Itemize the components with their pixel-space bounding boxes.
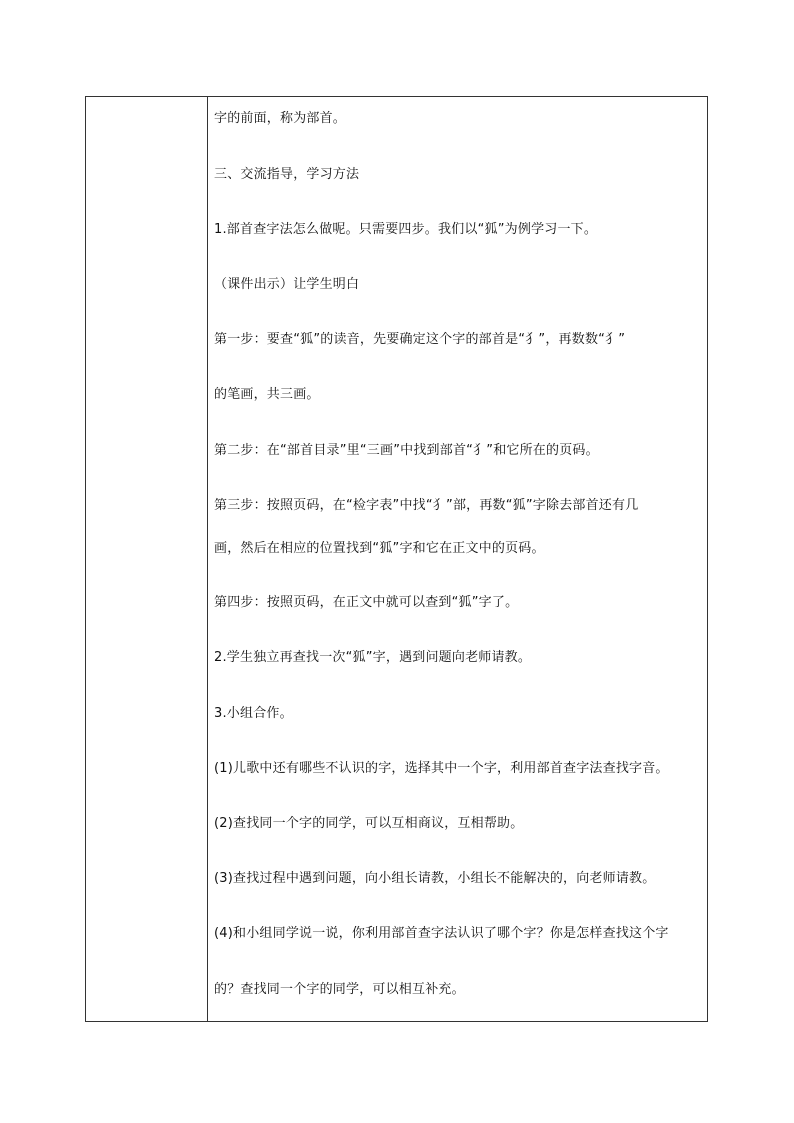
lesson-table: [85, 96, 708, 1022]
step-four-line: 第四步：按照页码，在正文中就可以查到“狐”字了。: [214, 595, 519, 610]
section-heading: 三、交流指导，学习方法: [214, 167, 360, 182]
step-two-line: 第二步：在“部首目录”里“三画”中找到部首“犭”和它所在的页码。: [214, 443, 599, 458]
list-item: (4)和小组同学说一说，你利用部首查字法认识了哪个字？你是怎样查找这个字: [214, 926, 669, 941]
step-three-line: 第三步：按照页码，在“检字表”中找“犭”部，再数“狐”字除去部首还有几: [214, 498, 639, 513]
list-item: (1)儿歌中还有哪些不认识的字，选择其中一个字，利用部首查字法查找字音。: [214, 761, 669, 776]
text-line: 3.小组合作。: [214, 706, 293, 721]
text-line: 字的前面，称为部首。: [214, 111, 347, 126]
text-line: 画，然后在相应的位置找到“狐”字和它在正文中的页码。: [214, 541, 545, 556]
text-line: 2.学生独立再查找一次“狐”字，遇到问题向老师请教。: [214, 650, 532, 665]
list-item: (3)查找过程中遇到问题，向小组长请教，小组长不能解决的，向老师请教。: [214, 871, 656, 886]
column-divider: [207, 97, 208, 1021]
text-line: 的笔画，共三画。: [214, 387, 320, 402]
step-one-line: 第一步：要查“狐”的读音，先要确定这个字的部首是“犭”，再数数“犭”: [214, 332, 626, 347]
text-line: 1.部首查字法怎么做呢。只需要四步。我们以“狐”为例学习一下。: [214, 222, 598, 237]
list-item: (2)查找同一个字的同学，可以互相商议，互相帮助。: [214, 816, 524, 831]
text-line: （课件出示）让学生明白: [214, 277, 360, 292]
text-line: 的？查找同一个字的同学，可以相互补充。: [214, 982, 465, 997]
